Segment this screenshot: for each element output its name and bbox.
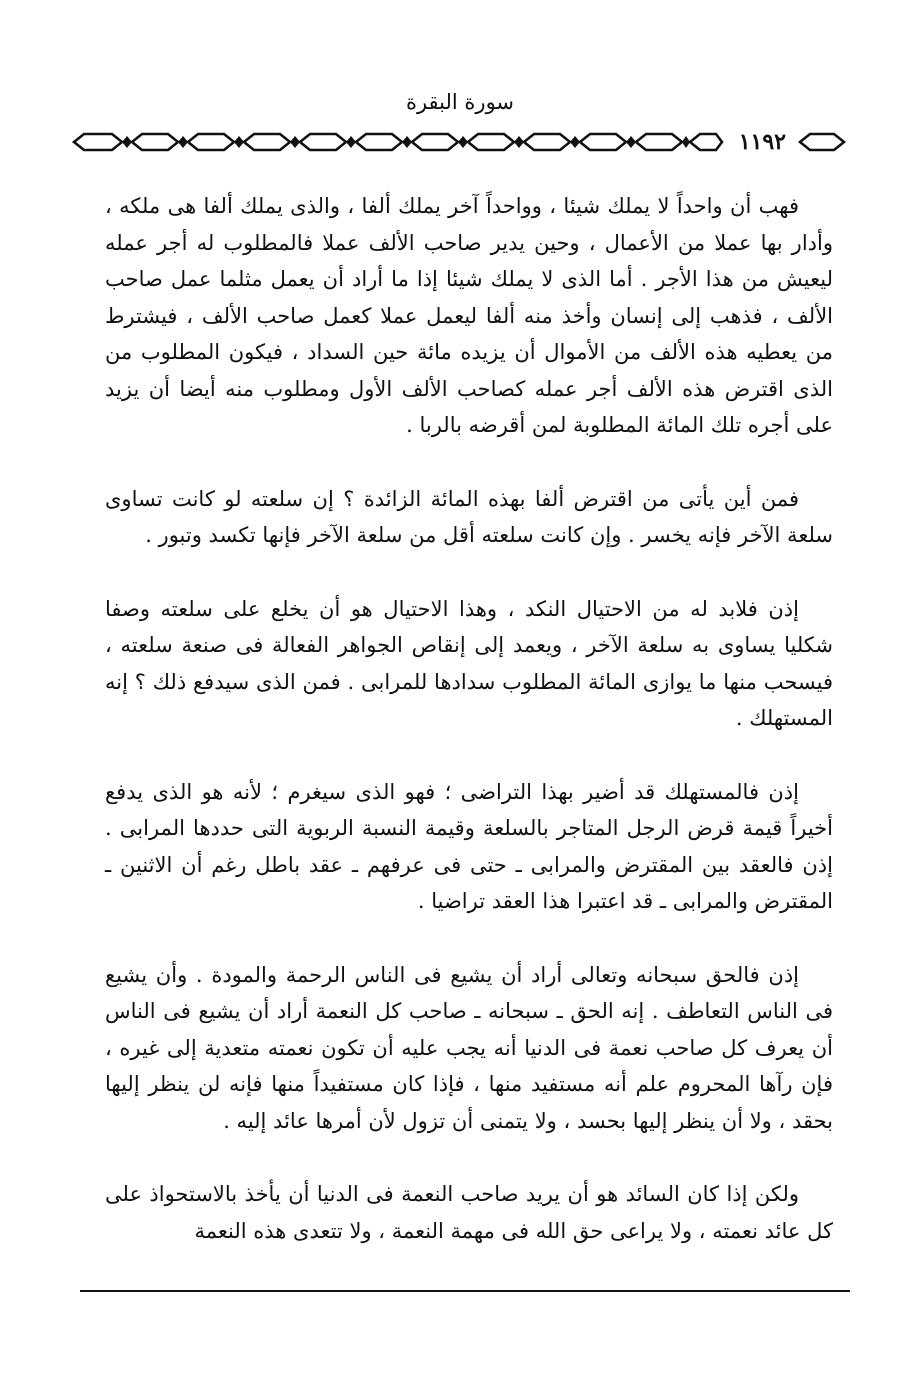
page-header [70, 90, 850, 160]
paragraph: فهب أن واحداً لا يملك شيئا ، وواحداً آخر يملك ألفا ، والذى يملك ألفا هى ملكه ، وأدار بها عملا من الأعمال ، وحين يدير صاحب الألف عملا فالمطلوب له أجر عمله ليعيش من هذا الأجر . أما الذى لا يملك شيئا إذا ما أراد أن يعمل مثلما عمل صاحب الألف ، فذهب إلى إنسان وأخذ منه ألفا ليعمل عملا كعمل صاحب الألف ، فيشترط من يعطيه هذه الألف من الأموال أن يزيده مائة حين السداد ، فيكون المطلوب من الذى اقترض هذه الألف أجر عمله كصاحب الألف الأول ومطلوب منه أيضا أن يزيد على أجره تلك المائة المطلوبة لمن أقرضه بالربا . [105, 194, 833, 437]
page-number: ١١٩٢ [733, 128, 792, 156]
ornamental-border [70, 128, 850, 156]
paragraph: فمن أين يأتى من اقترض ألفا بهذه المائة الزائدة ؟ إن سلعته لو كانت تساوى سلعة الآخر فإنه يخسر . وإن كانت سلعته أقل من سلعة الآخر فإنها تكسد وتبور . [105, 486, 833, 547]
paragraph: إذن فالحق سبحانه وتعالى أراد أن يشيع فى الناس الرحمة والمودة . وأن يشيع فى الناس التعاطف . إنه الحق ـ سبحانه ـ صاحب كل النعمة أراد أن يشيع فى الناس أن يعرف كل صاحب نعمة فى الدنيا أنه يجب عليه أن تكون نعمته متعدية إلى غيره ، فإن رآها المحروم علم أنه مستفيد منها ، فإذا كان مستفيداً منها فإنه لن ينظر إليها بحقد ، ولا أن ينظر إليها بحسد ، ولا يتمنى أن تزول لأن أمرها عائد إليه . [105, 962, 833, 1133]
paragraph: ولكن إذا كان السائد هو أن يريد صاحب النعمة فى الدنيا أن يأخذ بالاستحواذ على كل عائد نعمته ، ولا يراعى حق الله فى مهمة النعمة ، ولا تتعدى هذه النعمة [105, 1182, 833, 1243]
article-body [105, 188, 833, 1286]
paragraph: إذن فالمستهلك قد أضير بهذا التراضى ؛ فهو الذى سيغرم ؛ لأنه هو الذى يدفع أخيراً قيمة قرض الرجل المتاجر بالسلعة وقيمة النسبة الربوية التى حددها المرابى . إذن فالعقد بين المقترض والمرابى ـ حتى فى عرفهم ـ عقد باطل رغم أن الاثنين ـ المقترض والمرابى ـ قد اعتبرا هذا العقد تراضيا . [105, 779, 833, 913]
footer-rule [80, 1290, 850, 1292]
surah-title: سورة البقرة [405, 90, 515, 114]
paragraph: إذن فلابد له من الاحتيال النكد ، وهذا الاحتيال هو أن يخلع على سلعته وصفا شكليا يساوى به سلعة الآخر ، ويعمد إلى إنقاص الجواهر الفعالة فى صنعة سلعته ، فيسحب منها ما يوازى المائة المطلوب سدادها للمرابى . فمن الذى سيدفع ذلك ؟ إنه المستهلك . [105, 596, 833, 730]
